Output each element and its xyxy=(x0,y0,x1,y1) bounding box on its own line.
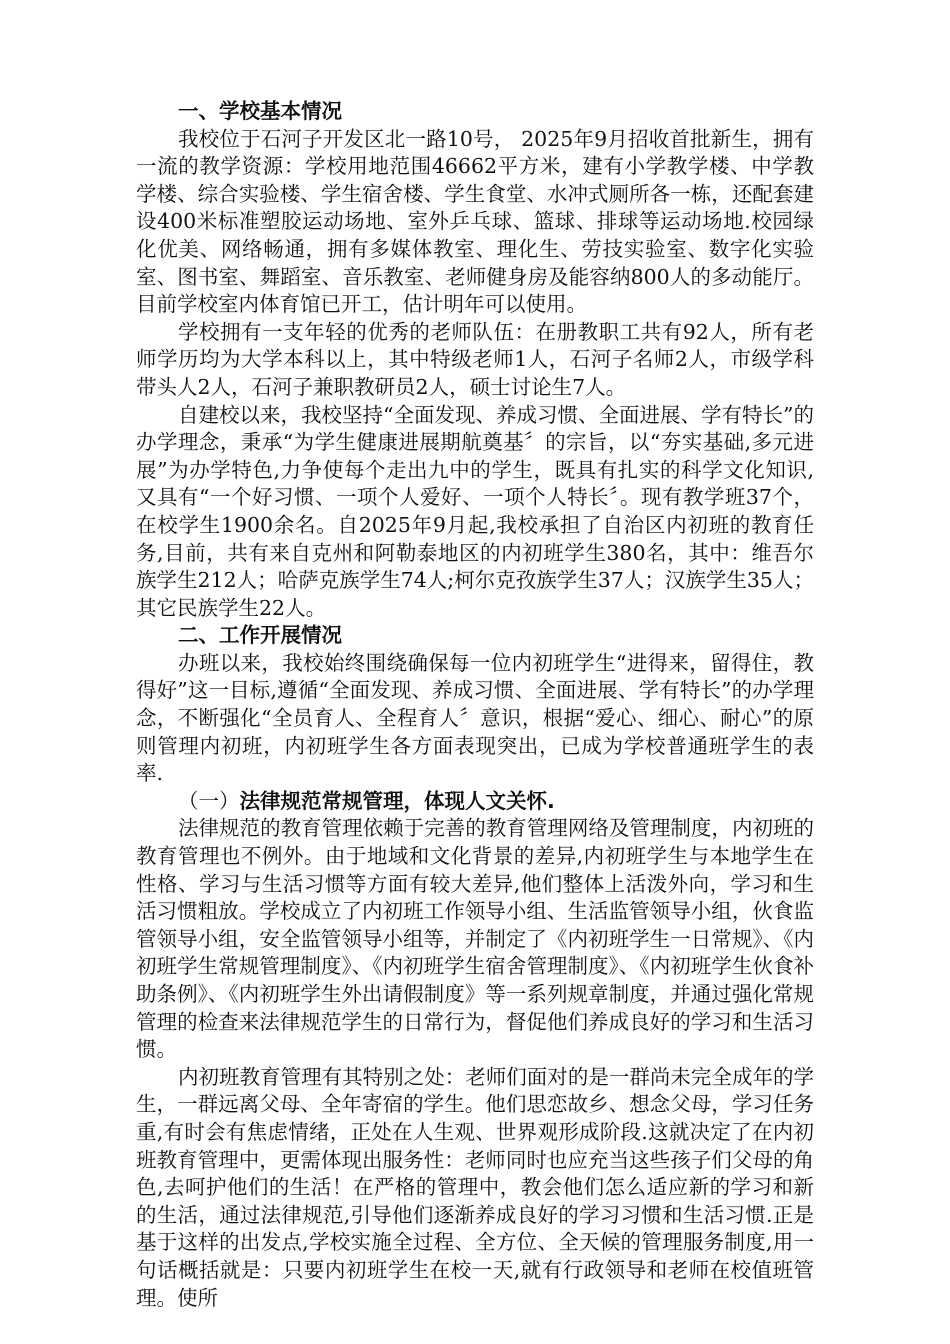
paragraph-class-goals: 办班以来，我校始终围绕确保每一位内初班学生“进得来，留得住，教得好”这一目标,遵循“全面发现、养成习惯、全面进展、学有特长”的办学理念，不断强化“全员育人、全程育人〞意识，根据“爱心、细心、耐心”的原则管理内初班，内初班学生各方面表现突出，已成为学校普通班学生的表率. xyxy=(136,650,814,786)
subsection-title: 法律规范常规管理，体现人文关怀. xyxy=(239,788,555,813)
paragraph-teacher-team: 学校拥有一支年轻的优秀的老师队伍：在册教职工共有92人，所有老师学历均为大学本科以上，其中特级老师1人，石河子名师2人，市级学科带头人2人，石河子兼职教研员2人，硕士讨论生7人。 xyxy=(136,319,814,399)
document-page xyxy=(136,98,814,1312)
paragraph-management-service: 内初班教育管理有其特别之处：老师们面对的是一群尚未完全成年的学生，一群远离父母、全年寄宿的学生。他们思恋故乡、想念父母，学习任务重,有时会有焦虑情绪，正处在人生观、世界观形成阶段.这就决定了在内初班教育管理中，更需体现出服务性：老师同时也应充当这些孩子们父母的角色,去呵护他们的生活！在严格的管理中，教会他们怎么适应新的学习和新的生活，通过法律规范,引导他们逐渐养成良好的学习习惯和生活习惯.正是基于这样的出发点,学校实施全过程、全方位、全天候的管理服务制度,用一句话概括就是：只要内初班学生在校一天,就有行政领导和老师在校值班管理。使所 xyxy=(136,1064,814,1310)
paragraph-school-philosophy: 自建校以来，我校坚持“全面发现、养成习惯、全面进展、学有特长”的办学理念，秉承“为学生健康进展期航奠基〞的宗旨，以“夯实基础,多元进展”为办学特色,力争使每个走出九中的学生，既具有扎实的科学文化知识,又具有“一个好习惯、一项个人爱好、一项个人特长〞。现有教学班37个，在校学生1900余名。自2025年9月起,我校承担了自治区内初班的教育任务,目前，共有来自克州和阿勒泰地区的内初班学生380名，其中：维吾尔族学生212人；哈萨克族学生74人;柯尔克孜族学生37人；汉族学生35人；其它民族学生22人。 xyxy=(136,402,814,620)
subsection-heading-regulation xyxy=(136,788,814,816)
section-heading-school-overview: 一、学校基本情况 xyxy=(178,99,342,123)
subsection-number: （一） xyxy=(178,788,240,813)
paragraph-school-location: 我校位于石河子开发区北一路10号， 2025年9月招收首批新生，拥有一流的教学资源：学校用地范围46662平方米，建有小学教学楼、中学教学楼、综合实验楼、学生宿舍楼、学生食堂、水冲式厕所各一栋，还配套建设400米标准塑胶运动场地、室外乒乓球、篮球、排球等运动场地.校园绿化优美、网络畅通，拥有多媒体教室、理化生、劳技实验室、数字化实验室、图书室、舞蹈室、音乐教室、老师健身房及能容纳800人的多动能厅。目前学校室内体育馆已开工，估计明年可以使用。 xyxy=(136,126,814,317)
section-heading-work-progress: 二、工作开展情况 xyxy=(178,623,342,648)
paragraph-management-system: 法律规范的教育管理依赖于完善的教育管理网络及管理制度，内初班的教育管理也不例外。由于地域和文化背景的差异,内初班学生与本地学生在性格、学习与生活习惯等方面有较大差异,他们整体上活泼外向，学习和生活习惯粗放。学校成立了内初班工作领导小组、生活监管领导小组，伙食监管领导小组，安全监管领导小组等，并制定了《内初班学生一日常规》、《内初班学生常规管理制度》、《内初班学生宿舍管理制度》、《内初班学生伙食补助条例》、《内初班学生外出请假制度》等一系列规章制度，并通过强化常规管理的检查来法律规范学生的日常行为，督促他们养成良好的学习和生活习惯。 xyxy=(136,816,814,1062)
